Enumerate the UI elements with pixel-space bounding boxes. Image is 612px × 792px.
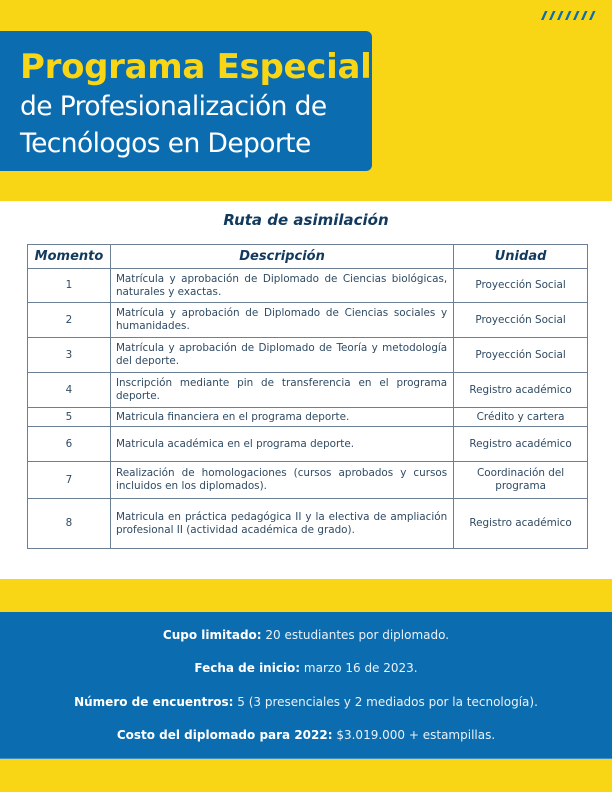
page-subtitle-line-1: de Profesionalización de — [20, 91, 327, 122]
info-value: 20 estudiantes por diplomado. — [261, 628, 450, 642]
table-row — [28, 269, 588, 303]
page-subtitle-line-2: Tecnólogos en Deporte — [20, 128, 311, 159]
table-row — [28, 462, 588, 499]
info-label: Cupo limitado: — [162, 628, 262, 642]
info-value: marzo 16 de 2023. — [300, 661, 418, 675]
route-table — [27, 244, 588, 549]
cell-descripcion: Realización de homologaciones (cursos aprobados y cursos incluidos en los diplomados). — [110, 462, 453, 499]
cell-descripcion: Matrícula y aprobación de Diplomado de Ciencias biológicas, naturales y exactas. — [110, 269, 453, 303]
cell-descripcion: Matricula financiera en el programa deporte. — [110, 408, 453, 427]
table-row — [28, 303, 588, 338]
cell-momento: 5 — [28, 408, 111, 427]
table-row — [28, 408, 588, 427]
info-label: Fecha de inicio: — [194, 661, 301, 675]
table-header-row — [28, 245, 588, 269]
info-fecha — [0, 661, 612, 675]
cell-momento: 4 — [28, 373, 111, 408]
cell-unidad: Coordinación del programa — [454, 462, 588, 499]
info-value: 5 (3 presenciales y 2 mediados por la tecnología). — [233, 695, 538, 709]
cell-momento: 6 — [28, 427, 111, 462]
info-costo — [0, 728, 612, 742]
cell-descripcion: Inscripción mediante pin de transferencia en el programa deporte. — [110, 373, 453, 408]
cell-descripcion: Matricula académica en el programa deporte. — [110, 427, 453, 462]
column-header-descripcion: Descripción — [110, 245, 453, 269]
diagonal-stripes-icon — [537, 11, 597, 20]
cell-momento: 1 — [28, 269, 111, 303]
info-cupo — [0, 628, 612, 642]
page-title: Programa Especial — [20, 47, 372, 87]
cell-momento: 8 — [28, 499, 111, 549]
cell-descripcion: Matricula en práctica pedagógica II y la electiva de ampliación profesional II (actividad académica de grado). — [110, 499, 453, 549]
cell-unidad: Proyección Social — [454, 269, 588, 303]
table-row — [28, 427, 588, 462]
cell-descripcion: Matrícula y aprobación de Diplomado de Ciencias sociales y humanidades. — [110, 303, 453, 338]
info-encuentros — [0, 695, 612, 709]
cell-momento: 7 — [28, 462, 111, 499]
cell-unidad: Crédito y cartera — [454, 408, 588, 427]
cell-unidad: Proyección Social — [454, 338, 588, 373]
table-row — [28, 373, 588, 408]
cell-momento: 3 — [28, 338, 111, 373]
cell-unidad: Registro académico — [454, 373, 588, 408]
info-label: Costo del diplomado para 2022: — [116, 728, 333, 742]
cell-unidad: Registro académico — [454, 499, 588, 549]
cell-unidad: Registro académico — [454, 427, 588, 462]
info-label: Número de encuentros: — [74, 695, 234, 709]
section-heading: Ruta de asimilación — [223, 211, 389, 229]
table-row — [28, 338, 588, 373]
info-value: $3.019.000 + estampillas. — [332, 728, 496, 742]
table-row — [28, 499, 588, 549]
column-header-momento: Momento — [28, 245, 111, 269]
cell-unidad: Proyección Social — [454, 303, 588, 338]
cell-momento: 2 — [28, 303, 111, 338]
cell-descripcion: Matrícula y aprobación de Diplomado de Teoría y metodología del deporte. — [110, 338, 453, 373]
column-header-unidad: Unidad — [454, 245, 588, 269]
